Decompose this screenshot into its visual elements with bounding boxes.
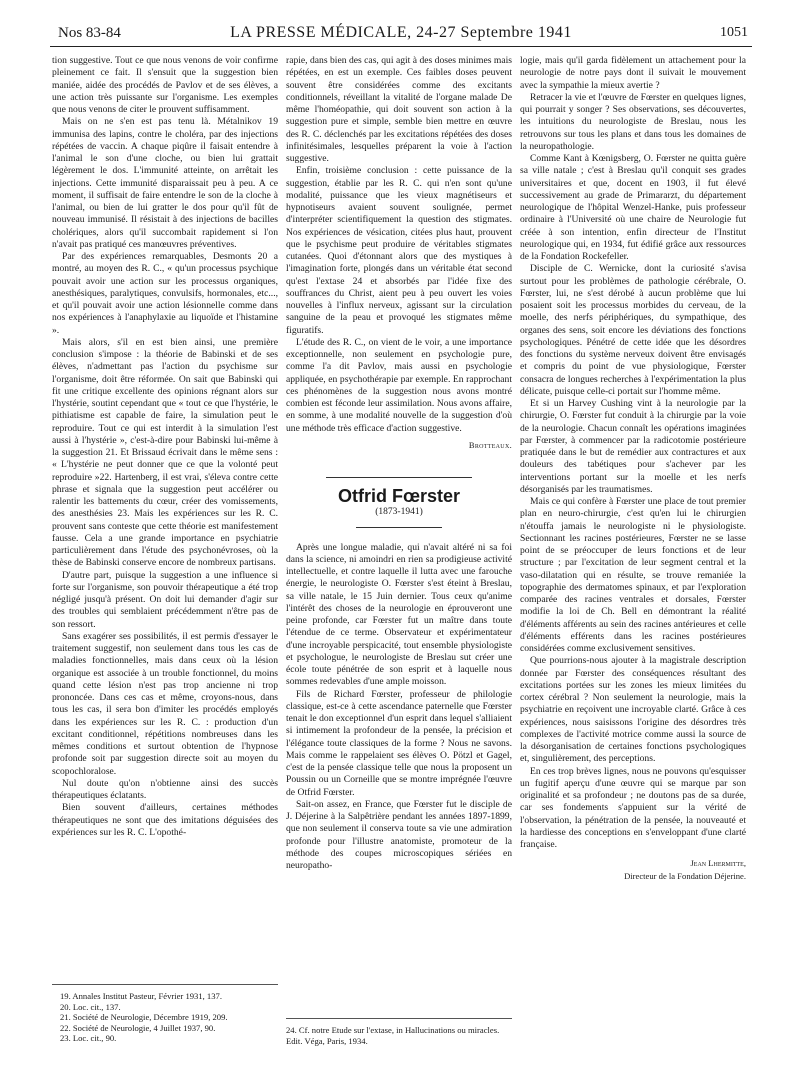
paragraph: Mais alors, s'il en est bien ainsi, une première conclusion s'impose : la théorie de Babinski et de ses élèves, n'admettant pas l'action du psychisme sur l'organisme, doit être réformée. On sait que Babinski qui fit une critique excellente des opinions régnant alors sur l'hystérie, soutint cependant que « tout ce que l'hystérie, le pithiatisme est capable de faire, la simulation peut le reproduire. Tout ce qui est interdit à la simulation l'est aussi à l'hystérie », c'est-à-dire pour Babinski lui-même à la suggestion 21. Et Brissaud écrivait dans le même sens : « L'hystérie ne peut donner que ce que la volonté peut reproduire »22. Hartenberg, il est vrai, s'éleva contre cette phrase et signala que la suggestion peut accélérer ou ralentir les battements du cœur, créer des vomissements, des anesthésies 23. Mais les expériences sur les R. C. prouvent sans conteste que cette théorie est manifestement fausse. Cela a une grande importance en psychiatrie particulièrement dans l'étude des psychonévroses, où la thèse de Babinski conserve encore de nombreux partisans. [52,336,278,569]
paragraph: L'étude des R. C., on vient de le voir, a une importance exceptionnelle, non seulement en psychologie pure, comme l'a dit Pavlov, mais aussi en psychologie appliquée, en psychothérapie par exemple. En rapprochant ces phénomènes de la suggestion nous avons montré combien est féconde leur assimilation. Nous avons affaire, en somme, à une modalité nouvelle de la suggestion d'où une méthode très efficace d'action suggestive. [286,336,512,434]
title-underline [356,527,442,528]
paragraph: Par des expériences remarquables, Desmonts 20 a montré, au moyen des R. C., « qu'un processus psychique pouvait avoir une action sur les processus organiques, anesthésiques, paralytiques, convulsifs, hormonales, etc..., et qu'il pouvait avoir une action lésionnelle comme dans nos expériences à l'anaphylaxie au liquoïde et l'histamine ». [52,251,278,336]
footnote: 23. Loc. cit., 90. [60,1033,117,1043]
paragraph: Disciple de C. Wernicke, dont la curiosité s'avisa surtout pour les problèmes de pathologie cérébrale, O. Fœrster, lui, ne s'est dérobé à aucun problème que lui posaient soit les processus morbides du cerveau, de la moelle, des nerfs périphériques, du sympathique, des organes des sens, soit encore les déviations des fonctions psychologiques. Pénétré de cette idée que les désordres des fonctions du système nerveux doivent être envisagés et compris du point de vue physiologique, Fœrster consacra de longues recherches à l'expérimentation la plus délicate, puisque celle-ci portait sur l'homme même. [520,263,746,397]
paragraph: Sait-on assez, en France, que Fœrster fut le disciple de J. Déjerine à la Salpêtrière pendant les années 1897-1899, que non seulement il conserva toute sa vie une admiration profonde pour l'illustre anatomiste, promoteur de la méthode des coupes microscopiques sériées en neuropatho- [286,798,512,871]
paragraph: Sans exagérer ses possibilités, il est permis d'essayer le traitement suggestif, non seulement dans tous les cas de maladies fonctionnelles, mais dans ceux où la lésion organique est associée à un trouble fonctionnel, du moins quand cette lésion n'est pas trop ancienne ni trop prononcée. Dans ces cas et même, croyons-nous, dans tous les cas, il sera bon d'imiter les procédés employés dans les expériences sur les R. C. : production d'un excitant conditionnel, répétitions nombreuses dans les mêmes conditions et surtout obtention de l'hypnose profonde soit par suggestion directe soit au moyen du scopochloralose. [52,630,278,777]
paragraph: tion suggestive. Tout ce que nous venons de voir confirme pleinement ce fait. Il s'ensuit que la suggestion bien maniée, aidée des procédés de Pavlov et de ses élèves, a une action très puissante sur l'organisme. Les exemples que nous venons de citer le prouvent suffisamment. [52,55,278,115]
author-signature: Jean Lhermitte, [690,858,746,869]
paragraph: Enfin, troisième conclusion : cette puissance de la suggestion, établie par les R. C. qui n'en sont qu'une modalité, puissance que les vieux magnétiseurs et hypnotiseurs avaient souvent soulignée, permet d'interpréter scientifiquement la question des stigmates. Nos expériences de vésication, citées plus haut, prouvent que le psychisme peut produire de véritables stigmates cutanées. Quoi d'étonnant alors que des mystiques à l'imagination forte, plongés dans un véritable état second qu'est l'extase 24 et absorbés par l'idée fixe des souffrances du Christ, aient peu à peu ouvert les voies nouvelles à l'influx nerveux, agissant sur la circulation sanguine de la peau et provoqué les stigmates même figuratifs. [286,165,512,336]
author-signature: Brotteaux. [468,439,512,450]
author-affiliation: Directeur de la Fondation Déjerine. [624,870,746,881]
paragraph: Et si un Harvey Cushing vint à la neurologie par la chirurgie, O. Fœrster fut conduit à la chirurgie par la voie de la neurologie. Chacun connaît les opérations imaginées par Fœrster, à commencer par la radicotomie postérieure pratiquée dans le but de remédier aux contractures et aux douleurs des tabétiques pour s'achever par les interventions portant sur la moelle et les nerfs désorganisés par les traumatismes. [520,398,746,495]
paragraph: Comme Kant à Kœnigsberg, O. Fœrster ne quitta guère sa ville natale ; c'est à Breslau qu'il conquit ses grades universitaires et que, docent en 1903, il fut élevé successivement au grade de Primararzt, du département neurologique de l'hôpital Wenzel-Hanke, puis professeur ordinaire à l'Université où une chaire de Neurologie fut créée à son intention, enfin directeur de l'Institut neurologique qui, en 1934, fut édifié grâce aux ressources de la Fondation Rockefeller. [520,153,746,262]
article-dates: (1873-1941) [375,507,423,518]
page-number: 1051 [720,25,748,40]
section-divider [326,477,472,478]
column-right [520,55,746,882]
footnote: 22. Société de Neurologie, 4 Juillet 1937, 90. [60,1022,216,1033]
footnote: 24. Cf. notre Etude sur l'extase, in Hallucinations ou miracles. Edit. Véga, Paris, 1934. [286,1025,500,1046]
paragraph: Nul doute qu'on n'obtienne ainsi des succès thérapeutiques éclatants. [52,777,278,801]
column-left [52,55,278,839]
issue-number: Nos 83-84 [58,25,121,41]
paragraph: D'autre part, puisque la suggestion a une influence si forte sur l'organisme, son pouvoir thérapeutique a été trop négligé jusqu'à présent. On doit lui demander d'agir sur des troubles qui semblaient précédemment n'être pas de son ressort. [52,569,278,630]
paragraph: Bien souvent d'ailleurs, certaines méthodes thérapeutiques ne sont que des imitations déguisées des expériences sur les R. C. L'opothé- [52,802,278,838]
paragraph: rapie, dans bien des cas, qui agit à des doses minimes mais répétées, en est un exemple. Ces faibles doses peuvent souvent être considérées comme des excitants conditionnels, réveillant la vitalité de l'organe malade De même l'homéopathie, qui doit souvent son action à la suggestion pure et simple, semble bien mettre en œuvre des R. C. déclenchés par les excitations répétées des doses infinitésimales, lesquelles préparent la voie à l'action suggestive. [286,55,512,164]
footnote: 20. Loc. cit., 137. [60,1001,121,1012]
column-middle [286,55,512,872]
paragraph: Après une longue maladie, qui n'avait altéré ni sa foi dans la science, ni amoindri en rien sa prodigieuse activité intellectuelle, et contre laquelle il lutta avec une farouche énergie, le neurologiste O. Fœrster s'est éteint à Breslau, sa ville natale, le 15 Juin dernier. Tous ceux qu'anime l'intérêt des choses de la neurologie en éprouveront une peine profonde, car Fœrster fut un maître dans toute l'étendue de ce terme. Observateur et expérimentateur d'une incroyable perspicacité, tout ensemble physiologiste et psychologue, le neurologiste de Breslau sut créer une école toute pénétrée de son esprit et à laquelle nous sommes redevables d'une ample moisson. [286,541,512,688]
paragraph: En ces trop brèves lignes, nous ne pouvons qu'esquisser un fugitif aperçu d'une œuvre qui se marque par son originalité et sa profondeur ; ne doutons pas de sa durée, car ses fondements s'appuient sur la vérité de l'observation, la pénétration de la pensée, la nouveauté et la hardiesse des conceptions en s'enveloppant d'une clarté française. [520,765,746,850]
journal-title: LA PRESSE MÉDICALE, 24-27 Septembre 1941 [230,24,572,41]
footnotes-left [52,984,278,1044]
paragraph: Retracer la vie et l'œuvre de Fœrster en quelques lignes, qui pourrait y songer ? Ses observations, ses découvertes, les intuitions du neurologiste de Breslau, nous les retrouvons sur tous les plans et dans tous les domaines de la neuropathologie. [520,91,746,152]
page-header [50,22,752,47]
paragraph: logie, mais qu'il garda fidèlement un attachement pour la neurologie de notre pays dont il suivait le mouvement avec la sympathie la mieux avertie ? [520,55,746,91]
paragraph: Fils de Richard Fœrster, professeur de philologie classique, est-ce à cette ascendance paternelle que Fœrster tenait le don exceptionnel d'un esprit dans lequel s'alliaient si intimement la profondeur de la pensée, la précision et l'élégance toute classiques de la forme ? Nous ne savons. Mais comme le rappelaient ses élèves O. Pötzl et Gagel, c'est de la pensée classique telle que nous la proposent un Poussin ou un Corneille que se montre imprégnée l'œuvre de Otfrid Fœrster. [286,688,512,798]
footnote: 19. Annales Institut Pasteur, Février 1931, 137. [60,991,222,1001]
paragraph: Mais on ne s'en est pas tenu là. Métalnikov 19 immunisa des lapins, contre le choléra, par des injections répétées de vaccin. A chaque piqûre il faisait entendre à l'animal le son d'une cloche, ou bien lui grattait légèrement le dos. L'immunité atteinte, on arrêtait les injections. Cette immunité disparaissait peu à peu. A ce moment, il suffisait de faire entendre le son de la cloche à l'animal, ou bien de lui gratter le dos pour qu'il fût de nouveau immunisé. Il résistait à des injections de bacilles cholériques, alors qu'il succombait rapidement si l'on n'avait pas pratiqué ces manœuvres préventives. [52,116,278,250]
paragraph: Que pourrions-nous ajouter à la magistrale description donnée par Fœrster des conséquences résultant des excitations portées sur les zones les mieux limitées du cortex cérébral ? Non seulement la neurologie, mais la psychiatrie en reçoivent une incroyable clarté. Grâce à ces expériences, nous saisissons l'origine des désordres très complexes de l'activité motrice comme aussi la source de la désorganisation de certaines fonctions psychologiques et, singulièrement, des perceptions. [520,655,746,765]
footnote-middle [286,1018,512,1046]
paragraph: Mais ce qui confère à Fœrster une place de tout premier plan en neuro-chirurgie, c'est qu'en lui le chirurgien n'étouffa jamais le neurologiste ni le physiologiste. Sectionnant les racines postérieures, Fœrster ne se lasse point de se préoccuper de leurs fonctions et de leur structure ; par l'excitation de leur segment central et la vaso-dilatation qui en résulte, se trouve remaniée la topographie des dermatomes spinaux, et par l'exploration comparée des racines ventrales et dorsales, Fœrster modifie la loi de Ch. Bell en démontrant la réalité d'éléments afférents au sein des racines antérieures et celle d'éléments efférents dans les racines postérieures considérées comme exclusivement sensitives. [520,496,746,654]
article-title: Otfrid Fœrster [337,486,460,506]
footnote: 21. Société de Neurologie, Décembre 1919, 209. [60,1012,228,1022]
